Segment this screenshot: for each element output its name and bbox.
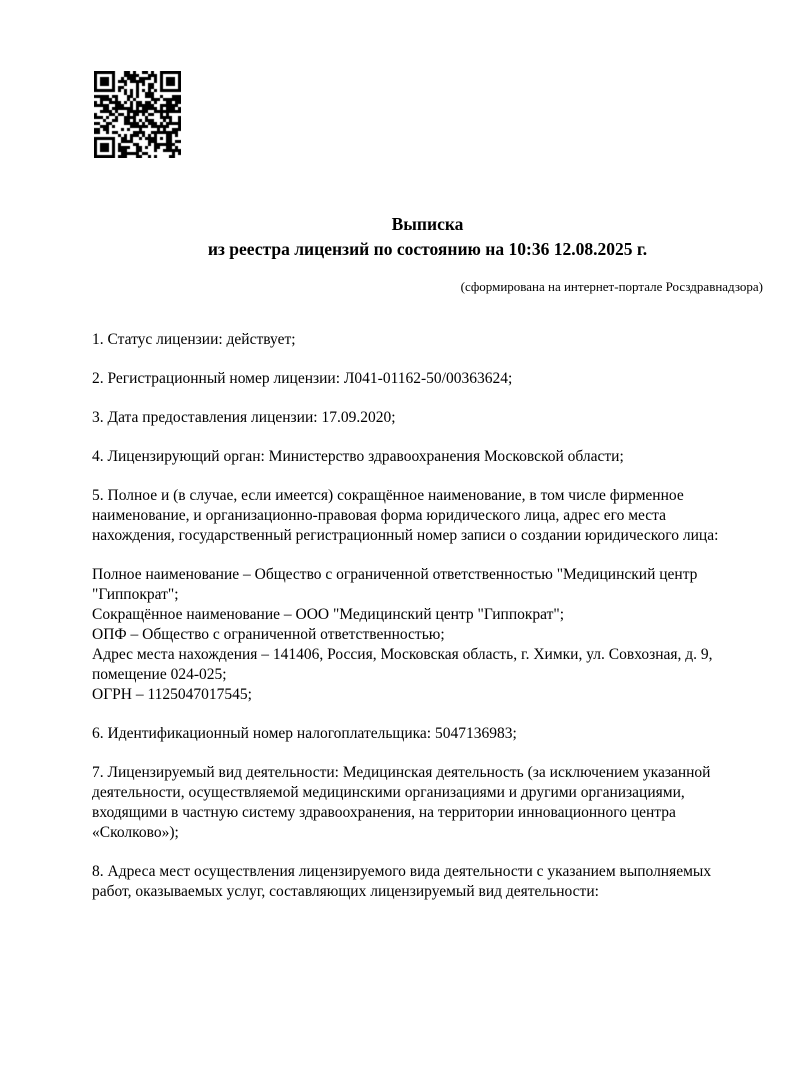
org-details-line: Сокращённое наименование – ООО "Медицинский центр "Гиппократ"; xyxy=(92,606,565,623)
title-line-1: Выписка xyxy=(391,214,464,234)
org-details-line: ОГРН – 1125047017545; xyxy=(92,686,252,703)
document-paragraph-5: 5. Полное и (в случае, если имеется) сокращённое наименование, в том числе фирменное наименование, и организационно-правовая форма юридического лица, адрес его места нахождения, государственный регистрационный номер записи о создании юридического лица: xyxy=(92,487,719,544)
org-details-line: Адрес места нахождения – 141406, Россия, Московская область, г. Химки, ул. Совхозная, д. 9, помещение 024-025; xyxy=(92,646,713,683)
document-paragraph-2: 2. Регистрационный номер лицензии: Л041-01162-50/00363624; xyxy=(92,370,513,387)
document-paragraph-1: 1. Статус лицензии: действует; xyxy=(92,331,296,348)
document-title xyxy=(92,0,763,262)
org-details-line: Полное наименование – Общество с ограниченной ответственностью "Медицинский центр "Гиппократ"; xyxy=(92,566,698,603)
document-paragraph-7: 7. Лицензируемый вид деятельности: Медицинская деятельность (за исключением указанной деятельности, осуществляемой медицинскими организациями и другими организациями, входящими в частную систему здравоохранения, на территории инновационного центра «Сколково»); xyxy=(92,764,711,841)
title-line-2: из реестра лицензий по состоянию на 10:36 12.08.2025 г. xyxy=(207,239,648,259)
formation-note: (сформирована на интернет-портале Росздравнадзора) xyxy=(460,279,763,294)
document-paragraph-6: 6. Идентификационный номер налогоплательщика: 5047136983; xyxy=(92,725,517,742)
org-details-line: ОПФ – Общество с ограниченной ответственностью; xyxy=(92,626,445,643)
document-paragraph-8: 8. Адреса мест осуществления лицензируемого вида деятельности с указанием выполняемых работ, оказываемых услуг, составляющих лицензируемый вид деятельности: xyxy=(92,863,712,900)
qr-code-icon xyxy=(94,71,181,158)
document-paragraph-3: 3. Дата предоставления лицензии: 17.09.2020; xyxy=(92,409,396,426)
org-details-block xyxy=(92,565,747,705)
document-body xyxy=(92,330,763,902)
document-paragraph-4: 4. Лицензирующий орган: Министерство здравоохранения Московской области; xyxy=(92,448,624,465)
